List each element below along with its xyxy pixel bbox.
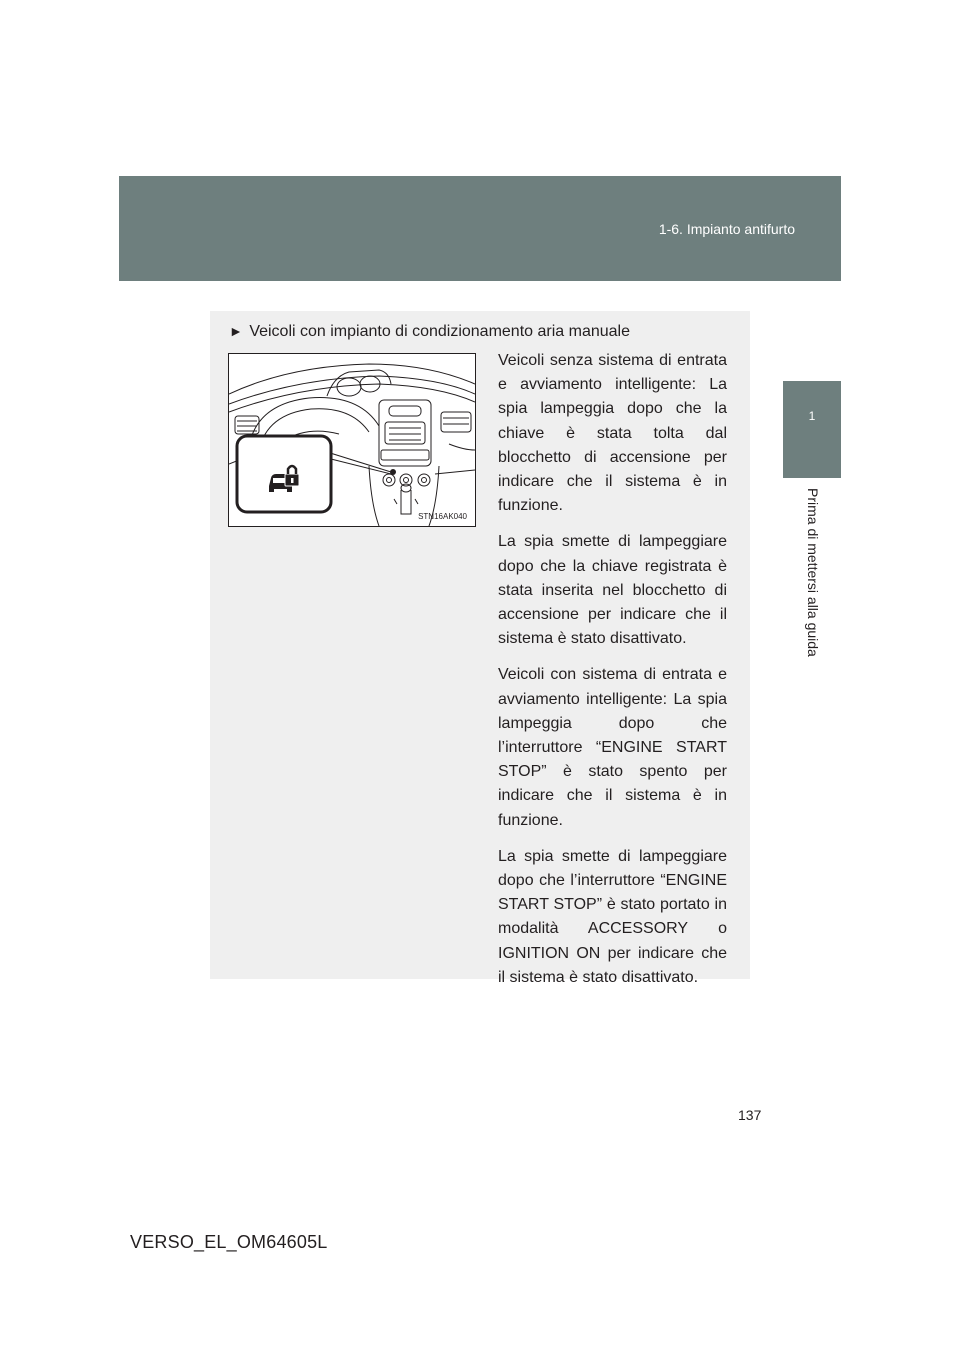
content-panel bbox=[210, 311, 750, 986]
body-text bbox=[498, 349, 727, 1002]
paragraph: Veicoli con sistema di entrata e avviamento intelligente: La spia lampeggia dopo che l’interruttore “ENGINE START STOP” è stato spento per indicare che il sistema è in funzione. bbox=[498, 666, 727, 829]
section-title: 1-6. Impianto antifurto bbox=[658, 221, 795, 237]
panel-heading-text: Veicoli con impianto di condizionamento aria manuale bbox=[249, 323, 630, 340]
panel-heading bbox=[229, 321, 740, 342]
document-code: VERSO_EL_OM64605L bbox=[130, 1232, 328, 1252]
dashboard-illustration bbox=[228, 353, 476, 527]
chapter-title: Prima di mettersi alla guida bbox=[805, 488, 821, 657]
chapter-tab bbox=[783, 381, 841, 478]
paragraph: La spia smette di lampeggiare dopo che la chiave registrata è stata inserita nel blocchetto di accensione per indicare che il sistema è stato disattivato. bbox=[498, 533, 727, 648]
paragraph: Veicoli senza sistema di entrata e avviamento intelligente: La spia lampeggia dopo che la chiave è stata tolta dal blocchetto di accensione per indicare che il sistema è in funzione. bbox=[498, 352, 727, 515]
chapter-number: 1 bbox=[808, 409, 816, 423]
header-band bbox=[119, 176, 841, 281]
figure-code: STN16AK040 bbox=[418, 512, 467, 521]
paragraph: La spia smette di lampeggiare dopo che l’interruttore “ENGINE START STOP” è stato portato in modalità ACCESSORY o IGNITION ON per indicare che il sistema è stato disattivato. bbox=[498, 847, 727, 986]
page-number: 137 bbox=[738, 1107, 762, 1123]
arrow-marker-icon: ► bbox=[229, 323, 243, 339]
